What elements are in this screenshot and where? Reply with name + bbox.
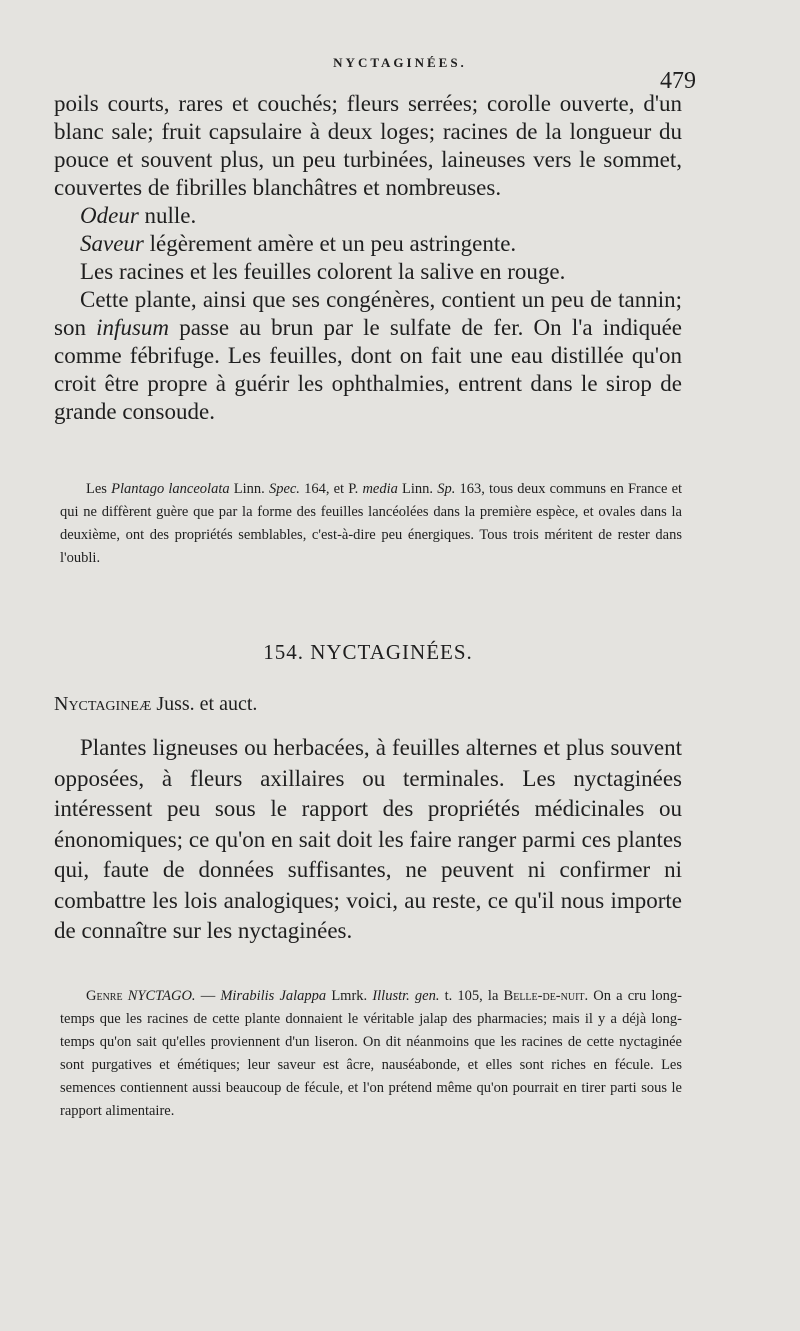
note-plantago-species2: media xyxy=(362,481,398,497)
saveur-text: légèrement amère et un peu astringente. xyxy=(143,231,517,256)
authority-text: Juss. et auct. xyxy=(151,693,258,715)
note-plantago-ref2: Sp. xyxy=(437,481,456,497)
tannin-text-before: Cette plante, ainsi que ses congénères, contient un peu de tannin; son xyxy=(54,287,682,340)
intro-paragraph: Plantes ligneuses ou herbacées, à feuilles alternes et plus souvent opposées, à fleurs axillaires ou terminales. Les nyctaginées intéressent peu sous le rapport des propriétés médicinales ou énonomiques; ce qu'on en sait doit les faire ranger parmi ces plantes qui, faute de données suffisantes, ne peuvent ni confirmer ni combattre les lois analogiques; voici, au reste, ce qu'il nous importe de connaître sur les nyctaginées. xyxy=(54,735,682,943)
note-plantago-ref1: Spec. xyxy=(268,481,300,497)
section-heading-block xyxy=(54,640,682,665)
note-plantago xyxy=(60,478,682,570)
saveur-label: Saveur xyxy=(80,231,144,256)
main-text-upper xyxy=(54,90,682,426)
note-genre-ref: Illustr. gen. xyxy=(372,988,440,1004)
continuation-paragraph: poils courts, rares et couchés; fleurs serrées; corolle ouverte, d'un blanc sale; fruit capsulaire à deux loges; racines de la longueur du pouce et souvent plus, un peu turbinées, laineuses vers le sommet, couvertes de fibrilles blanchâtres et nombreuses. xyxy=(54,91,682,200)
note-plantago-part5: 163, tous deux communs en France et qui ne diffèrent guère que par la forme des feuilles lancéolées dans la première espèce, et ovales dans la deuxième, ont des propriétés semblables, c'est-à-dire peu énergiques. Tous trois méritent de rester dans l'oubli. xyxy=(60,481,683,566)
authority-name: Nyctagineæ xyxy=(54,693,152,715)
note-plantago-part2: Linn. xyxy=(229,481,269,497)
section-name: NYCTAGINÉES. xyxy=(310,640,473,664)
authority-line xyxy=(54,690,682,718)
main-text-intro xyxy=(54,733,682,947)
tannin-italic: infusum xyxy=(96,315,170,340)
racines-paragraph: Les racines et les feuilles colorent la salive en rouge. xyxy=(80,259,566,284)
note-genre-part2: t. 105, la xyxy=(439,988,504,1004)
tannin-paragraph xyxy=(54,286,682,426)
note-plantago-species1: Plantago lanceolata xyxy=(111,481,230,497)
saveur-paragraph xyxy=(54,230,682,258)
authority-paragraph xyxy=(54,690,682,718)
note-genre-part1: Lmrk. xyxy=(326,988,373,1004)
page-number: 479 xyxy=(660,68,696,94)
note-genre-common: Belle-de-nuit xyxy=(503,988,585,1004)
note-genre-label: Genre xyxy=(86,988,123,1004)
note-genre-dash: — xyxy=(195,988,221,1004)
note-genre-part3: . On a cru long-temps que les racines de cette plante donnaient le véritable jalap des pharmacies; mais il y a déjà long-temps qu'on sait qu'elles proviennent d'un liseron. On dit néanmoins que les racines de cette nyctaginée sont purgatives et émétiques; leur saveur est âcre, nauséabonde, et elles sont riches en fécule. Les semences contiennent aussi beaucoup de fécule, et l'on prétend même qu'on pourrait en tirer parti sous le rapport alimentaire. xyxy=(60,988,682,1119)
tannin-text-after: passe au brun par le sulfate de fer. On l'a indiquée comme fébrifuge. Les feuilles, dont on fait une eau distillée qu'on croit être propre à guérir les ophthalmies, entrent dans le sirop de grande consoude. xyxy=(54,315,683,424)
odeur-text: nulle. xyxy=(138,203,197,228)
note-genre-species: Mirabilis Jalappa xyxy=(220,988,327,1004)
note-plantago-part4: Linn. xyxy=(397,481,438,497)
running-title: NYCTAGINÉES. xyxy=(333,55,467,70)
section-title xyxy=(54,640,682,665)
odeur-label: Odeur xyxy=(80,203,139,228)
note-plantago-part1: Les xyxy=(86,481,112,497)
note-genre xyxy=(60,985,682,1123)
section-number: 154. xyxy=(263,640,304,664)
note-plantago-paragraph xyxy=(60,478,682,570)
note-genre-paragraph xyxy=(60,985,682,1123)
note-plantago-part3: 164, et P. xyxy=(299,481,363,497)
odeur-paragraph xyxy=(54,202,682,230)
note-genre-genus: NYCTAGO. xyxy=(122,988,196,1004)
